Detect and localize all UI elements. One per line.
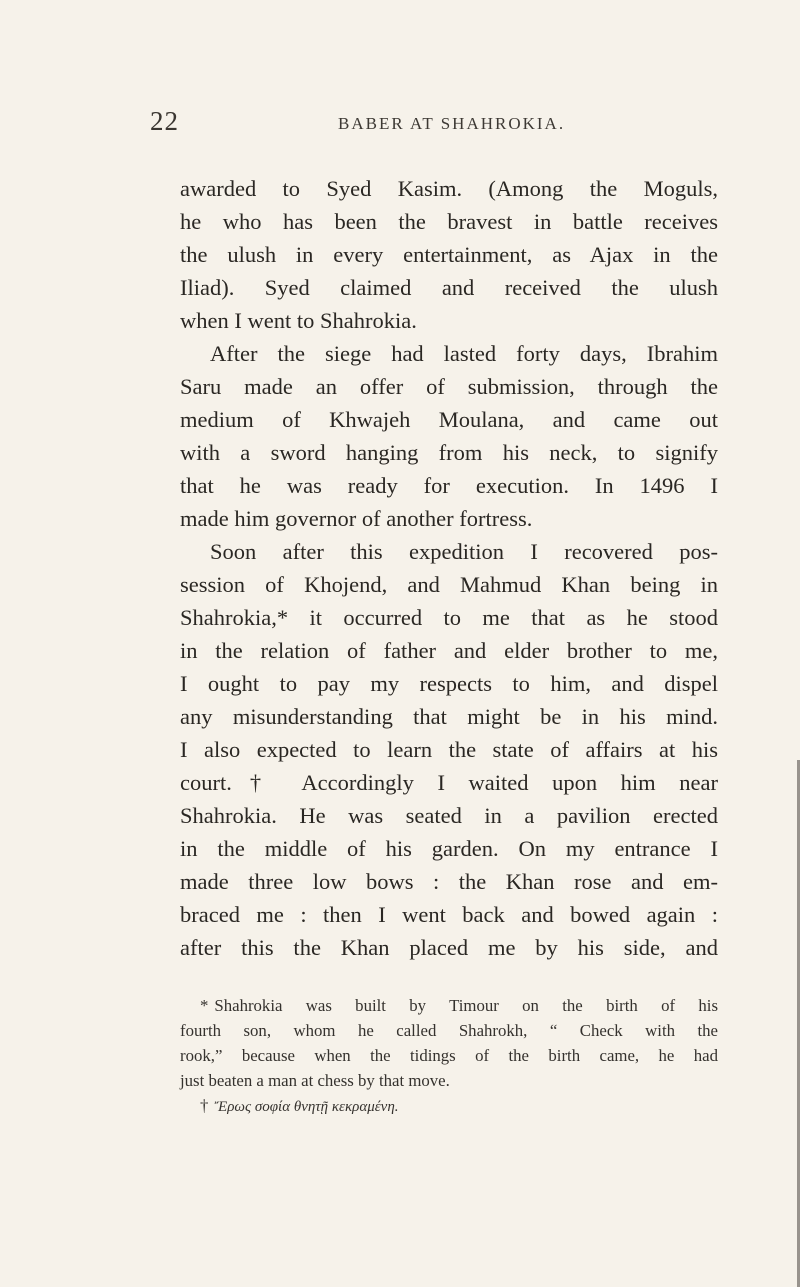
footnote-line: rook,” because when the tidings of the birth came, he had [180,1046,718,1065]
footnote-line: fourth son, whom he called Shahrokh, “ Check with the [180,1021,718,1040]
text-line: braced me : then I went back and bowed again : [180,902,718,927]
text-line: awarded to Syed Kasim. (Among the Moguls, [180,176,718,201]
text-line: the ulush in every entertainment, as Ajax in the [180,242,718,267]
running-title: BABER AT SHAHROKIA. [338,114,566,133]
text-line: made him governor of another fortress. [180,506,533,531]
footnote-marker: † [200,1096,209,1115]
footnote-line [180,993,718,1018]
text-line: with a sword hanging from his neck, to signify [180,440,718,465]
text-line: After the siege had lasted forty days, Ibrahim [210,341,718,366]
text-line: any misunderstanding that might be in his mind. [180,704,718,729]
footnote-text: Shahrokia was built by Timour on the birth of his [214,996,718,1015]
footnote-line: just beaten a man at chess by that move. [180,1071,450,1090]
text-line: made three low bows : the Khan rose and em- [180,869,718,894]
text-line: Shahrokia. He was seated in a pavilion erected [180,803,718,828]
text-line: that he was ready for execution. In 1496 I [180,473,718,498]
text-line: court.† Accordingly I waited upon him near [180,770,718,795]
text-line: session of Khojend, and Mahmud Khan being in [180,572,718,597]
footnote-greek-text: Ἔρως σοφία θνητῇ κεκραμένη. [214,1099,399,1115]
text-line: Shahrokia,* it occurred to me that as he stood [180,605,718,630]
text-line: when I went to Shahrokia. [180,308,417,333]
page-header [150,106,790,146]
text-line: in the middle of his garden. On my entrance I [180,836,718,861]
body-text [180,172,718,964]
page-number: 22 [150,106,179,136]
text-line: I ought to pay my respects to him, and dispel [180,671,718,696]
footnotes [180,993,718,1118]
text-line: Saru made an offer of submission, through the [180,374,718,399]
footnote-line [180,1093,718,1118]
footnote-marker: * [200,996,209,1015]
text-line: Iliad). Syed claimed and received the ulush [180,275,718,300]
text-line: I also expected to learn the state of affairs at his [180,737,718,762]
text-line: he who has been the bravest in battle receives [180,209,718,234]
text-line: medium of Khwajeh Moulana, and came out [180,407,718,432]
text-line: in the relation of father and elder brother to me, [180,638,718,663]
text-line: Soon after this expedition I recovered pos- [210,539,718,564]
text-line: after this the Khan placed me by his side, and [180,935,718,960]
